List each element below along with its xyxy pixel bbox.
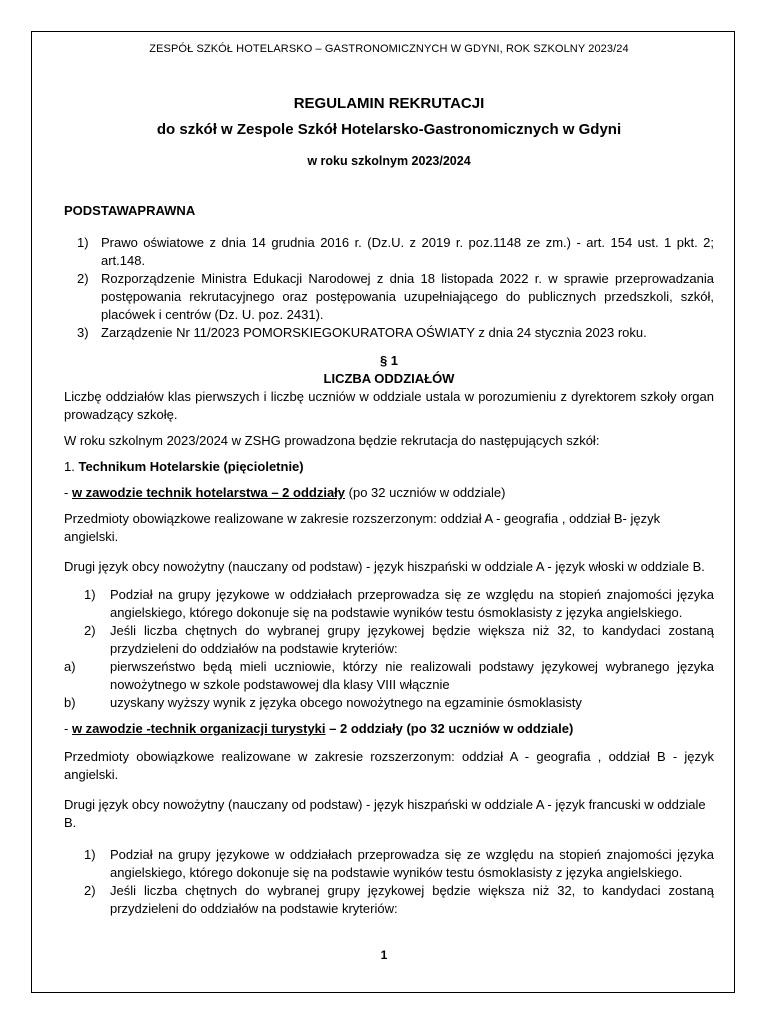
list-item [64, 622, 714, 658]
profile-suffix: (po 32 uczniów w oddziale) [345, 485, 506, 500]
profile-tourism-rules [64, 846, 714, 918]
list-item [64, 324, 714, 342]
legal-basis-list [64, 234, 714, 342]
school-header: ZESPÓŁ SZKÓŁ HOTELARSKO – GASTRONOMICZNYCH W GDYNI, ROK SZKOLNY 2023/24 [149, 43, 629, 55]
profile-name: w zawodzie -technik organizacji turystyki [71, 721, 326, 736]
profile-tourism-languages: Drugi język obcy nowożytny (nauczany od podstaw) - język hiszpański w oddziale A - język francuski w oddziale B. [64, 797, 706, 830]
profile-suffix: – 2 oddziały (po 32 uczniów w oddziale) [325, 721, 574, 736]
list-item-text: Jeśli liczba chętnych do wybranej grupy językowej będzie większa niż 32, to kandydaci zostaną przydzieleni do oddziałów na podstawie kryteriów: [110, 623, 714, 656]
list-item [64, 694, 714, 712]
list-number: 2) [84, 883, 96, 898]
school-number: 1. [64, 459, 79, 474]
document-body [64, 40, 714, 918]
school-name: Technikum Hotelarskie (pięcioletnie) [78, 459, 304, 474]
paragraph-mark: § 1 [379, 353, 399, 368]
document-title: REGULAMIN REKRUTACJI [293, 95, 485, 112]
section-title: LICZBA ODDZIAŁÓW [323, 371, 455, 386]
list-number: 1) [77, 235, 89, 250]
list-number: 2) [84, 623, 96, 638]
profile-tourism-subjects: Przedmioty obowiązkowe realizowane w zakresie rozszerzonym: oddział A - geografia , oddział B - język angielski. [64, 749, 714, 782]
list-letter: b) [64, 695, 76, 710]
dash: - [64, 485, 72, 500]
legal-basis-heading: PODSTAWAPRAWNA [64, 203, 196, 218]
list-number: 1) [84, 587, 96, 602]
profile-name: w zawodzie technik hotelarstwa – 2 oddziały [71, 485, 346, 500]
list-item-text: uzyskany wyższy wynik z języka obcego nowożytnego na egzaminie ósmoklasisty [110, 695, 582, 710]
list-number: 1) [84, 847, 96, 862]
list-item [64, 234, 714, 270]
page-number: 1 [380, 948, 388, 962]
list-item-text: Jeśli liczba chętnych do wybranej grupy językowej będzie większa niż 32, to kandydaci zostaną przydzieleni do oddziałów na podstawie kryteriów: [110, 883, 714, 916]
profile-hotel-languages: Drugi język obcy nowożytny (nauczany od podstaw) - język hiszpański w oddziale A - język włoski w oddziale B. [64, 559, 705, 574]
profile-hotel-rules [64, 586, 714, 658]
list-letter: a) [64, 659, 76, 674]
profile-hotel-subjects: Przedmioty obowiązkowe realizowane w zakresie rozszerzonym: oddział A - geografia , oddział B- język angielski. [64, 511, 661, 544]
list-item-text: Zarządzenie Nr 11/2023 POMORSKIEGOKURATORA OŚWIATY z dnia 24 stycznia 2023 roku. [101, 325, 647, 340]
list-item [64, 846, 714, 882]
list-item-text: Prawo oświatowe z dnia 14 grudnia 2016 r. (Dz.U. z 2019 r. poz.1148 ze zm.) - art. 154 ust. 1 pkt. 2; art.148. [101, 235, 714, 268]
list-item [64, 270, 714, 324]
profile-hotel-criteria [64, 658, 714, 712]
list-item-text: Podział na grupy językowe w oddziałach przeprowadza się ze względu na stopień znajomości języka angielskiego, którego dokonuje się na podstawie wyników testu ósmoklasisty z języka angielskiego. [110, 847, 714, 880]
list-item [64, 658, 714, 694]
school-year-line: w roku szkolnym 2023/2024 [307, 154, 471, 168]
document-subtitle: do szkół w Zespole Szkół Hotelarsko-Gastronomicznych w Gdyni [156, 121, 622, 138]
list-item [64, 586, 714, 622]
recruitment-statement: W roku szkolnym 2023/2024 w ZSHG prowadzona będzie rekrutacja do następujących szkół: [64, 433, 600, 448]
list-item-text: Rozporządzenie Ministra Edukacji Narodowej z dnia 18 listopada 2022 r. w sprawie przeprowadzania postępowania rekrutacyjnego oraz postępowania uzupełniającego do publicznych przedszkoli, szkół, placówek i centrów (Dz. U. poz. 2431). [101, 271, 714, 322]
list-item-text: Podział na grupy językowe w oddziałach przeprowadza się ze względu na stopień znajomości języka angielskiego, którego dokonuje się na podstawie wyników testu ósmoklasisty z języka angielskiego. [110, 587, 714, 620]
school-type-line [64, 458, 714, 476]
list-number: 2) [77, 271, 89, 286]
list-item-text: pierwszeństwo będą mieli uczniowie, którzy nie realizowali podstawy językowej wybranego języka nowożytnego w szkole podstawowej dla klasy VIII włącznie [110, 659, 714, 692]
profile-hotel-line [64, 484, 714, 502]
list-item [64, 882, 714, 918]
list-number: 3) [77, 325, 89, 340]
dash: - [64, 721, 72, 736]
section-intro: Liczbę oddziałów klas pierwszych i liczbę uczniów w oddziale ustala w porozumieniu z dyrektorem szkoły organ prowadzący szkołę. [64, 389, 714, 422]
profile-tourism-line [64, 720, 714, 738]
